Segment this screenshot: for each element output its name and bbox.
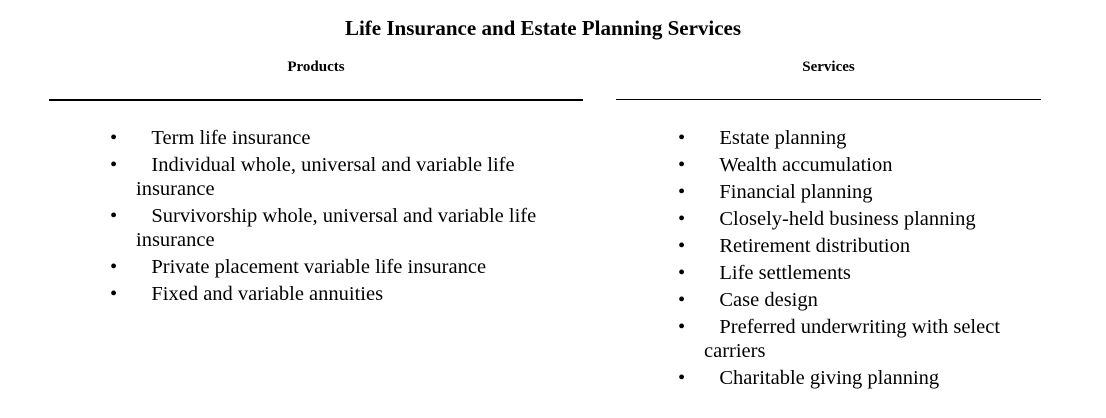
list-item-text: Case design — [719, 289, 818, 311]
list-item — [678, 315, 1029, 363]
products-list — [110, 126, 576, 309]
bullet-icon: • — [110, 205, 118, 227]
list-item — [110, 153, 576, 201]
list-item-text: Life settlements — [719, 262, 851, 284]
list-item — [110, 126, 576, 150]
bullet-icon: • — [678, 208, 686, 230]
bullet-icon: • — [678, 181, 686, 203]
list-item-text: Preferred underwriting with select carriers — [704, 316, 1001, 362]
list-item-text: Wealth accumulation — [719, 154, 893, 176]
list-item-text: Estate planning — [719, 127, 847, 149]
bullet-icon: • — [678, 262, 686, 284]
products-heading: Products — [287, 59, 345, 75]
list-item — [678, 126, 1029, 150]
list-item-text: Private placement variable life insurance — [151, 256, 487, 278]
services-divider — [616, 99, 1041, 100]
services-list — [678, 126, 1029, 393]
bullet-icon: • — [678, 127, 686, 149]
bullet-icon: • — [110, 127, 118, 149]
bullet-icon: • — [678, 316, 686, 338]
list-item-text: Survivorship whole, universal and variable life insurance — [136, 205, 537, 251]
list-item-text: Charitable giving planning — [719, 367, 940, 389]
list-item — [678, 288, 1029, 312]
list-item — [678, 153, 1029, 177]
bullet-icon: • — [678, 289, 686, 311]
bullet-icon: • — [678, 154, 686, 176]
list-item — [678, 180, 1029, 204]
products-divider — [49, 99, 583, 101]
list-item-text: Financial planning — [719, 181, 873, 203]
list-item — [110, 204, 576, 252]
list-item-text: Fixed and variable annuities — [151, 283, 384, 305]
list-item — [678, 234, 1029, 258]
list-item — [110, 282, 576, 306]
list-item-text: Closely-held business planning — [719, 208, 976, 230]
list-item — [110, 255, 576, 279]
bullet-icon: • — [678, 367, 686, 389]
page-title: Life Insurance and Estate Planning Services — [344, 16, 742, 40]
services-heading: Services — [802, 59, 855, 75]
list-item — [678, 366, 1029, 390]
list-item-text: Retirement distribution — [719, 235, 911, 257]
list-item — [678, 207, 1029, 231]
list-item-text: Individual whole, universal and variable life insurance — [136, 154, 515, 200]
list-item-text: Term life insurance — [151, 127, 311, 149]
bullet-icon: • — [678, 235, 686, 257]
bullet-icon: • — [110, 283, 118, 305]
bullet-icon: • — [110, 154, 118, 176]
list-item — [678, 261, 1029, 285]
bullet-icon: • — [110, 256, 118, 278]
